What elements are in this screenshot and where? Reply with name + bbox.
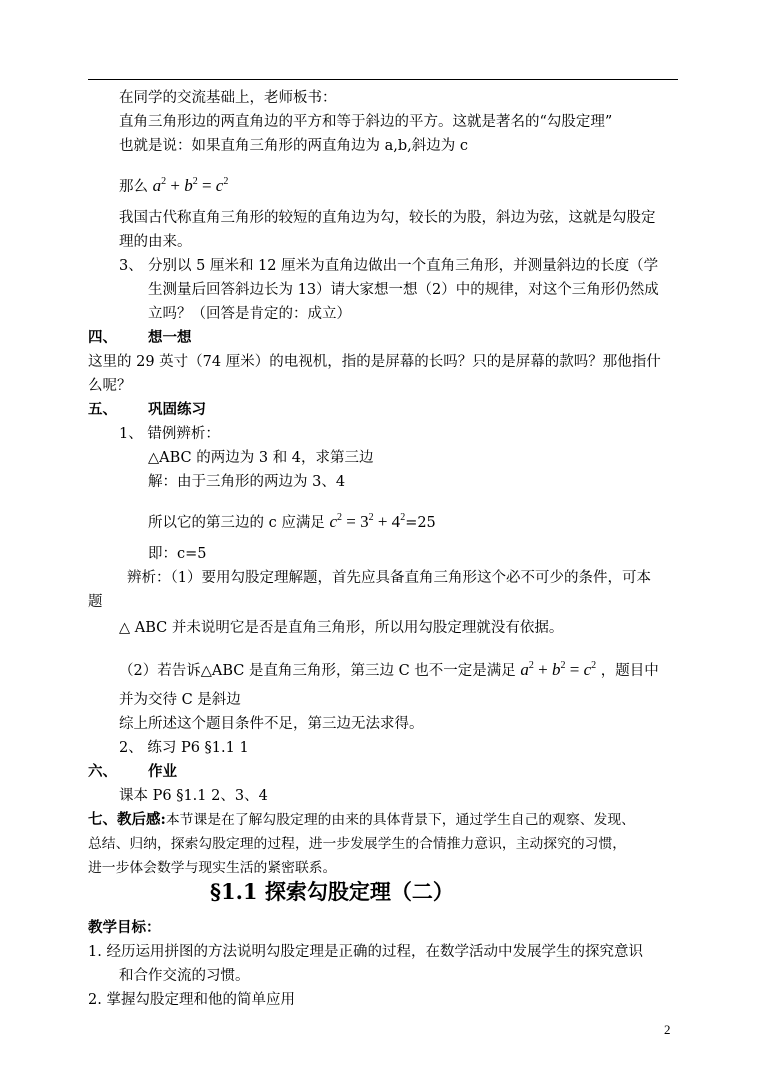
- text-line: 生测量后回答斜边长为 13）请大家想一想（2）中的规律，对这个三角形仍然成: [148, 282, 659, 298]
- text-line: 这里的 29 英寸（74 厘米）的电视机，指的是屏幕的长吗？只的是屏幕的款吗？那他指什: [88, 354, 661, 370]
- pythagorean-formula: 那么 $a^2 + b^2 = c^2$: [119, 176, 229, 195]
- section-heading: 巩固练习: [148, 401, 206, 418]
- text-line: 在同学的交流基础上，老师板书：: [119, 90, 337, 106]
- formula-line: 所以它的第三边的 c 应满足 $c^2 = 3^2 + 4^2=25$: [148, 512, 436, 531]
- formula-prefix: 所以它的第三边的 c 应满足: [148, 515, 325, 531]
- text-line: 进一步体会数学与现实生活的紧密联系。: [88, 860, 337, 876]
- reflection-line: [88, 810, 635, 830]
- text-line: 2、 练习 P6 §1.1 1: [119, 740, 249, 756]
- text-line: △ ABC 并未说明它是否是直角三角形，所以用勾股定理就没有依据。: [119, 620, 564, 636]
- formula-prefix: （2）若告诉△ABC 是直角三角形，第三边 C 也不一定是满足: [119, 663, 516, 679]
- section-number: 六、: [88, 763, 117, 780]
- text-line: 立吗？（回答是肯定的：成立）: [148, 306, 351, 322]
- text-line: 并为交待 C 是斜边: [119, 692, 241, 708]
- section-heading: 想一想: [148, 329, 192, 346]
- text-line: 分别以 5 厘米和 12 厘米为直角边做出一个直角三角形，并测量斜边的长度（学: [148, 258, 659, 274]
- formula-line: （2）若告诉△ABC 是直角三角形，第三边 C 也不一定是满足 $a^2 + b^2 = c^2$ ，题目中: [119, 660, 659, 679]
- formula-suffix: ，题目中: [600, 663, 659, 679]
- section-heading: 作业: [148, 763, 177, 780]
- goal-heading: 教学目标：: [88, 919, 161, 936]
- text-line: 总结、归纳，探索勾股定理的过程，进一步发展学生的合情推力意识，主动探究的习惯，: [88, 836, 627, 852]
- section-number: 四、: [88, 329, 117, 346]
- text-line: △ABC 的两边为 3 和 4，求第三边: [148, 450, 374, 466]
- text-line: 课本 P6 §1.1 2、3、4: [119, 788, 268, 804]
- section-heading: 七、教后感:: [88, 811, 166, 828]
- reflection-text: 本节课是在了解勾股定理的由来的具体背景下，通过学生自己的观察、发现、: [165, 812, 635, 828]
- text-line: 综上所述这个题目条件不足，第三边无法求得。: [119, 716, 424, 732]
- section-number: 五、: [88, 401, 117, 418]
- formula-prefix: 那么: [119, 179, 148, 195]
- text-line: 也就是说：如果直角三角形的两直角边为 a,b,斜边为 c: [119, 138, 468, 154]
- item-number: 3、: [119, 258, 143, 274]
- text-line: 解：由于三角形的两边为 3、4: [148, 474, 346, 490]
- text-line: 题: [88, 594, 103, 610]
- text-line: 我国古代称直角三角形的较短的直角边为勾，较长的为股，斜边为弦，这就是勾股定: [119, 210, 656, 226]
- text-line: 1、 错例辨析：: [119, 426, 220, 442]
- text-line: 1. 经历运用拼图的方法说明勾股定理是正确的过程，在数学活动中发展学生的探究意识: [88, 944, 643, 960]
- header-rule: [88, 79, 678, 80]
- page-number: 2: [664, 1022, 671, 1037]
- text-line: 理的由来。: [119, 234, 192, 250]
- text-line: 2. 掌握勾股定理和他的简单应用: [88, 992, 295, 1008]
- text-line: 辨析：（1）要用勾股定理解题，首先应具备直角三角形这个必不可少的条件，可本: [127, 570, 651, 586]
- formula-suffix: =25: [405, 515, 436, 531]
- text-line: 和合作交流的习惯。: [119, 968, 250, 984]
- text-line: 直角三角形边的两直角边的平方和等于斜边的平方。这就是著名的“勾股定理”: [119, 114, 613, 130]
- text-line: 即：c=5: [148, 546, 207, 562]
- text-line: 么呢？: [88, 378, 132, 394]
- section-title: §1.1 探索勾股定理（二）: [210, 879, 454, 904]
